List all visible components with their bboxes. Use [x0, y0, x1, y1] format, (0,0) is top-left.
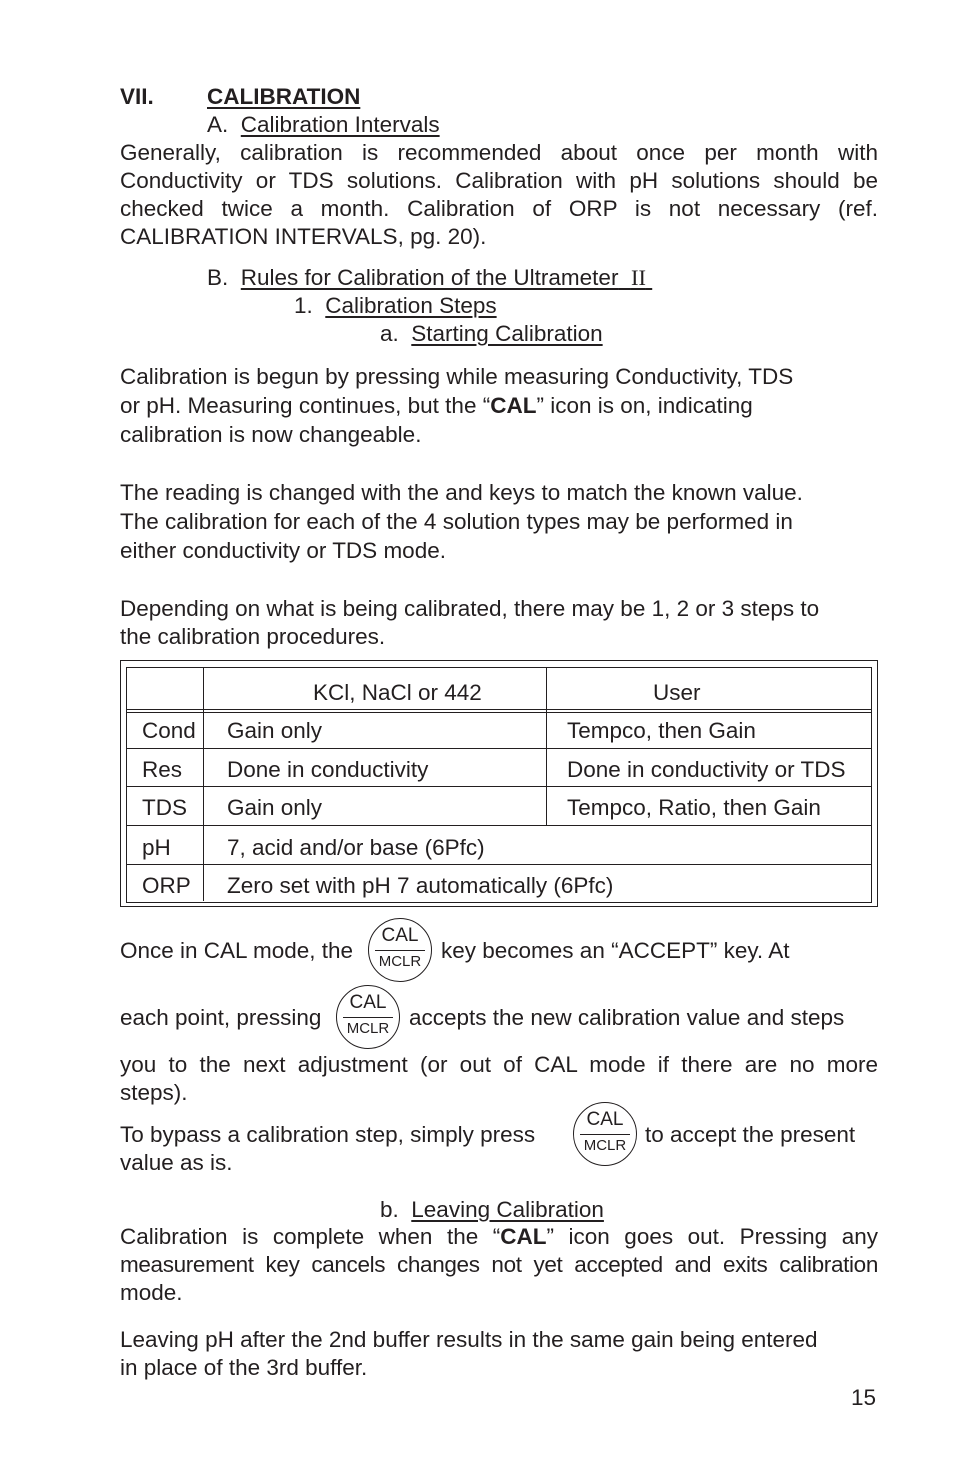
reading-line-1: The reading is changed with the and keys to match the known value. [120, 480, 803, 505]
table-header-kcl: KCl, NaCl or 442 [313, 680, 482, 705]
key-top-label: CAL [381, 925, 419, 946]
subsection-a-title: Calibration Intervals [240, 112, 440, 137]
start-line-2 [120, 392, 753, 420]
table-column-divider [203, 668, 204, 901]
accept-line-4: steps). [120, 1080, 188, 1105]
start-line-2-pre: or pH. Measuring continues, but the “ [120, 393, 491, 418]
table-rule [126, 786, 872, 787]
section-title: CALIBRATION [207, 84, 361, 109]
subsection-b-title [241, 265, 652, 290]
leaving-line-3: mode. [120, 1280, 183, 1305]
table-rule [126, 825, 872, 826]
cal-icon-text: CAL [490, 393, 537, 418]
cal-icon-text: CAL [500, 1224, 547, 1249]
accept-line-3 [120, 1051, 878, 1079]
accept-line-2-pre: each point, pressing [120, 1005, 322, 1030]
table-cell: Done in conductivity [227, 757, 429, 782]
leaving-line-1-post: ” icon goes out. Pressing any [546, 1224, 878, 1249]
leaving-line-1-pre: Calibration is complete when the “ [120, 1224, 501, 1249]
subsection-b-heading [207, 264, 652, 292]
table-row-label: Res [142, 757, 183, 782]
accept-line-1-pre: Once in CAL mode, the [120, 938, 354, 963]
subsection-b-title-text: Rules for Calibration of the Ultrameter [240, 265, 619, 290]
key-top-label: CAL [349, 992, 387, 1013]
bypass-line-1-pre: To bypass a calibration step, simply press [120, 1122, 536, 1147]
table-cell: Tempco, Ratio, then Gain [567, 795, 821, 820]
table-cell: 7, acid and/or base (6Pfc) [227, 835, 485, 860]
step-b-title: Leaving Calibration [411, 1197, 604, 1222]
table-rule [126, 709, 872, 710]
depending-line-1: Depending on what is being calibrated, there may be 1, 2 or 3 steps to [120, 596, 820, 621]
cal-mclr-key-icon [368, 918, 432, 982]
ph-line-1: Leaving pH after the 2nd buffer results in the same gain being entered [120, 1327, 818, 1352]
key-bottom-label: MCLR [346, 1020, 390, 1037]
intervals-paragraph: Generally, calibration is recommended about once per month with Conductivity or TDS solutions. Calibration with pH solutions should be checked twice a month. Calibration of ORP is not necessary (ref. CALIBRATION INTERVALS, pg. 20). [120, 140, 878, 249]
ph-line-2: in place of the 3rd buffer. [120, 1355, 368, 1380]
table-cell: Gain only [227, 718, 323, 743]
key-bottom-label: MCLR [583, 1137, 627, 1154]
leaving-line-2-text: measurement key cancels changes not yet accepted and exits calibration [120, 1252, 878, 1277]
table-row-label: pH [142, 835, 171, 860]
key-divider [375, 950, 425, 951]
reading-line-3: either conductivity or TDS mode. [120, 538, 446, 563]
key-bottom-label: MCLR [378, 953, 422, 970]
table-row-label: Cond [142, 718, 196, 743]
page-number: 15 [851, 1385, 877, 1410]
accept-line-1-post: key becomes an “ACCEPT” key. At [441, 938, 790, 963]
table-rule [126, 864, 872, 865]
step-a-marker: a. [380, 321, 399, 346]
key-divider [580, 1134, 630, 1135]
table-header-user: User [653, 680, 701, 705]
start-line-3: calibration is now changeable. [120, 422, 422, 447]
depending-line-2: the calibration procedures. [120, 624, 386, 649]
table-inner-border [126, 667, 872, 903]
bypass-line-2: value as is. [120, 1150, 233, 1175]
key-top-label: CAL [586, 1109, 624, 1130]
table-row-label: TDS [142, 795, 187, 820]
leaving-line-2 [120, 1251, 878, 1279]
bypass-line-1-post: to accept the present [645, 1122, 856, 1147]
step-1-heading [294, 292, 497, 320]
start-line-1: Calibration is begun by pressing while measuring Conductivity, TDS [120, 364, 794, 389]
key-divider [343, 1017, 393, 1018]
table-cell: Gain only [227, 795, 323, 820]
subsection-a-marker: A. [207, 112, 229, 137]
cal-mclr-key-icon [573, 1102, 637, 1166]
step-a-title: Starting Calibration [411, 321, 603, 346]
section-number: VII. [120, 84, 154, 109]
accept-line-3-text: you to the next adjustment (or out of CAL mode if there are no more [120, 1052, 878, 1077]
table-cell: Tempco, then Gain [567, 718, 756, 743]
subsection-a-heading [207, 111, 440, 139]
table-rule [126, 748, 872, 749]
cal-mclr-key-icon [336, 985, 400, 1049]
step-1-title: Calibration Steps [325, 293, 497, 318]
leaving-line-1 [120, 1223, 878, 1251]
step-a-heading [380, 320, 603, 348]
step-1-marker: 1. [294, 293, 313, 318]
subsection-b-marker: B. [207, 265, 229, 290]
accept-line-2-post: accepts the new calibration value and steps [409, 1005, 845, 1030]
step-b-marker: b. [380, 1197, 399, 1222]
table-row-label: ORP [142, 873, 191, 898]
start-line-2-post: ” icon is on, indicating [536, 393, 753, 418]
table-cell: Zero set with pH 7 automatically (6Pfc) [227, 873, 614, 898]
step-b-heading [380, 1196, 604, 1224]
subsection-b-title-suffix: II [630, 265, 646, 290]
reading-line-2: The calibration for each of the 4 solution types may be performed in [120, 509, 793, 534]
table-cell: Done in conductivity or TDS [567, 757, 846, 782]
table-column-divider [546, 668, 547, 825]
table-rule [126, 712, 872, 713]
